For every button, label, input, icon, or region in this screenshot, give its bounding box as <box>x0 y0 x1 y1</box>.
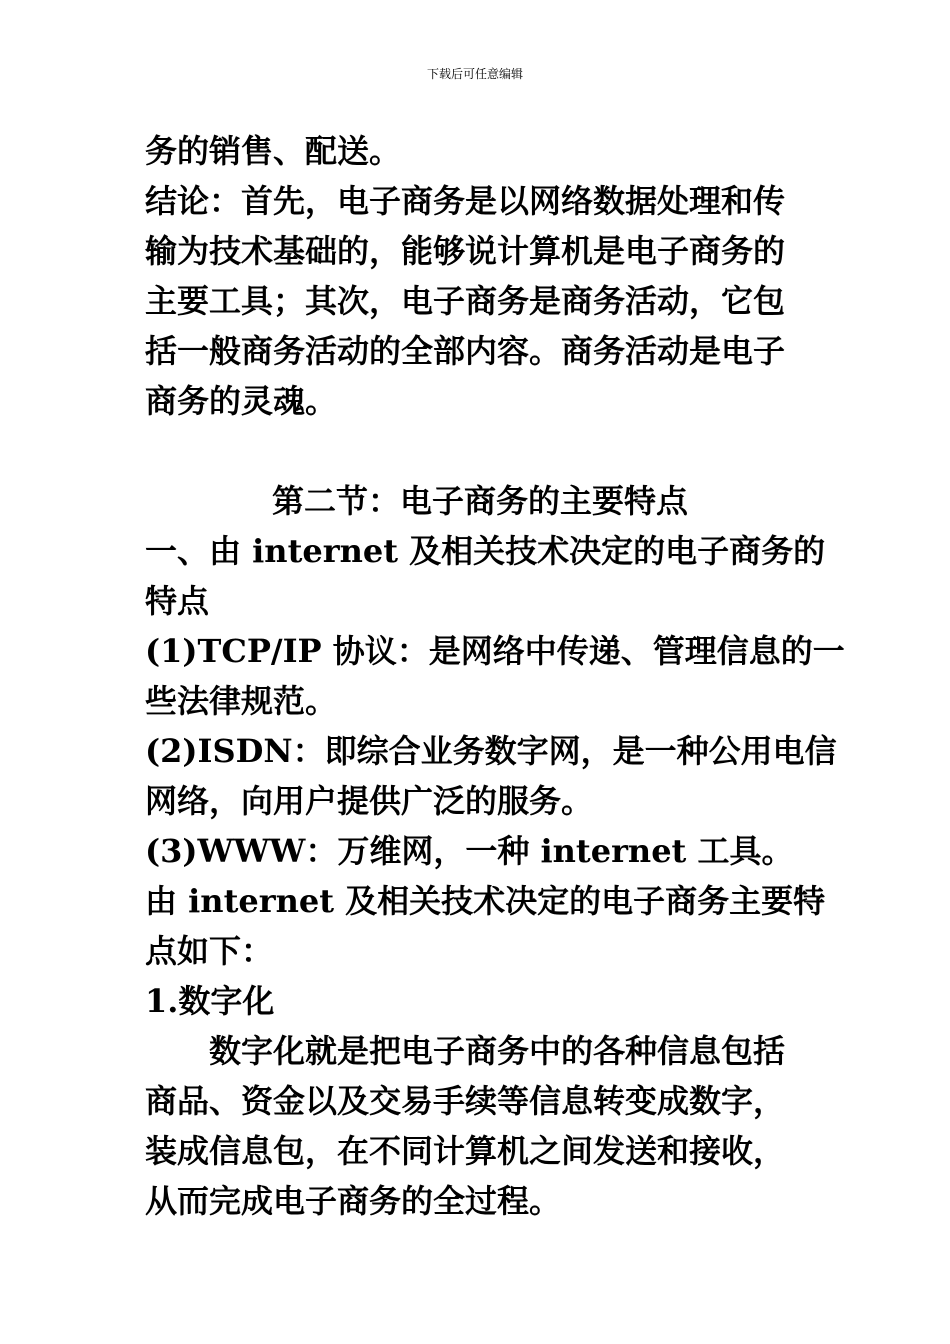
text-line: 特点 <box>145 582 210 620</box>
text-line: 结论：首先，电子商务是以网络数据处理和传 <box>145 182 786 220</box>
text-line: 商品、资金以及交易手续等信息转变成数字， <box>145 1082 786 1120</box>
text-line: 务的销售、配送。 <box>145 132 402 170</box>
page-header: 下载后可任意编辑 <box>426 67 523 81</box>
blank-line <box>145 426 815 476</box>
text-line: 点如下： <box>145 932 274 970</box>
text-line: 商务的灵魂。 <box>145 382 338 420</box>
text-line: 装成信息包，在不同计算机之间发送和接收， <box>145 1132 786 1170</box>
subheading: 1.数字化 <box>145 982 275 1020</box>
text-line: (1)TCP/IP 协议：是网络中传递、管理信息的一 <box>145 632 845 670</box>
document-body <box>145 126 845 1226</box>
text-line: 一、由 internet 及相关技术决定的电子商务的 <box>145 532 826 570</box>
text-line: 从而完成电子商务的全过程。 <box>145 1182 562 1220</box>
text-line: (2)ISDN：即综合业务数字网，是一种公用电信 <box>145 732 837 770</box>
text-line: 括一般商务活动的全部内容。商务活动是电子 <box>145 332 786 370</box>
text-line: 网络，向用户提供广泛的服务。 <box>145 782 594 820</box>
text-line: 些法律规范。 <box>145 682 338 720</box>
text-line: 由 internet 及相关技术决定的电子商务主要特 <box>145 882 826 920</box>
text-line: 数字化就是把电子商务中的各种信息包括 <box>209 1032 786 1070</box>
text-line: (3)WWW：万维网，一种 internet 工具。 <box>145 832 794 870</box>
section-title: 第二节：电子商务的主要特点 <box>271 482 688 520</box>
text-line: 输为技术基础的，能够说计算机是电子商务的 <box>145 232 786 270</box>
text-line: 主要工具；其次，电子商务是商务活动，它包 <box>145 282 786 320</box>
